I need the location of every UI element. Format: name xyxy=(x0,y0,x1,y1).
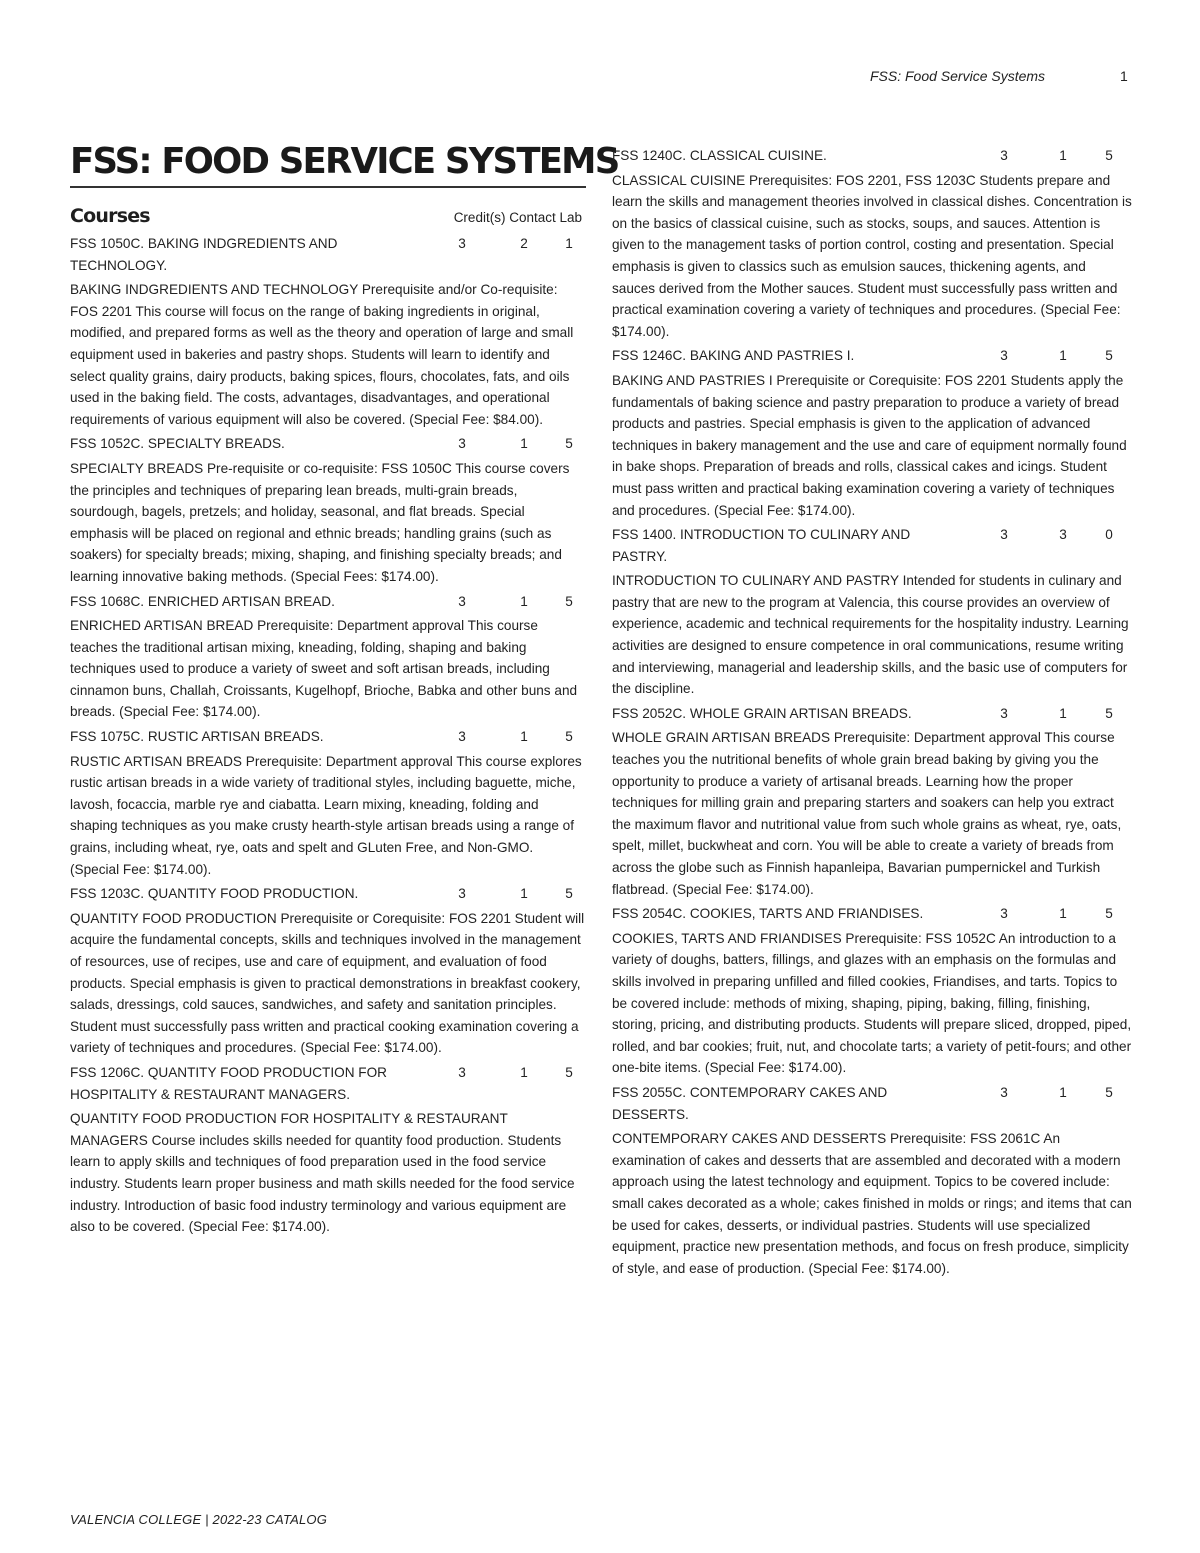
course-entry xyxy=(70,883,586,1059)
course-title: FSS 2052C. WHOLE GRAIN ARTISAN BREADS. xyxy=(612,705,912,721)
course-title: FSS 1206C. QUANTITY FOOD PRODUCTION FOR HOSPITALITY & RESTAURANT MANAGERS. xyxy=(70,1064,387,1102)
course-contact-hours: 2 xyxy=(520,236,528,251)
running-header: FSS: Food Service Systems xyxy=(870,68,1046,84)
course-entry xyxy=(70,1062,586,1238)
course-heading xyxy=(70,233,586,276)
course-description: COOKIES, TARTS AND FRIANDISES Prerequisite: FSS 1052C An introduction to a variety of doughs, batters, fillings, and glazes with an emphasis on the formulas and skills involved in preparing unfilled and filled cookies, Friandises, and tarts. Topics to be covered include: methods of mixing, shaping, piping, baking, filling, finishing, storing, pricing, and distributing products. Students will prepare sliced, dropped, piped, rolled, and bar cookies; fruit, nut, and chocolate tarts; a variety of petit-fours; and other one-bite items. (Special Fee: $174.00). xyxy=(612,930,1132,1076)
course-entry xyxy=(70,233,586,430)
course-description: INTRODUCTION TO CULINARY AND PASTRY Intended for students in culinary and pastry that are new to the program at Valencia, this course provides an overview of experience, academic and technical requirements for the hospitality industry. Learning activities are designed to ensure competence in oral communications, resume writing and interviewing, managerial and leadership skills, and the basic use of computers for the discipline. xyxy=(612,573,1129,697)
course-lab-hours: 5 xyxy=(565,1064,573,1080)
course-description: BAKING AND PASTRIES I Prerequisite or Corequisite: FOS 2201 Students apply the fundamentals of baking science and pastry preparation to produce a variety of bread products and pastries. Special emphasis is given to the application of advanced techniques in bakery management and the use and care of equipment normally found in bake shops. Preparation of breads and rolls, classical cakes and icings. Student must pass written and practical baking examination covering a variety of techniques and procedures. (Special Fee: $174.00). xyxy=(612,372,1127,518)
course-lab-hours: 5 xyxy=(565,729,573,745)
course-heading xyxy=(612,345,1132,367)
course-contact-hours: 3 xyxy=(1059,527,1067,543)
course-lab-hours: 5 xyxy=(565,886,573,902)
course-credits: 3 xyxy=(458,886,466,902)
course-title: FSS 1075C. RUSTIC ARTISAN BREADS. xyxy=(70,729,324,745)
course-description: CLASSICAL CUISINE Prerequisites: FOS 2201, FSS 1203C Students prepare and learn the skills and management theories involved in classical dishes. Concentration is on the basics of classical cuisine, such as stocks, soups, and sauces. Attention is given to the management tasks of portion control, costing and presentation. Special emphasis is given to classics such as emulsion sauces, thickening agents, and sauces derived from the Mother sauces. Student must successfully pass written and practical examination covering a variety of techniques and procedures. (Special Fee: $174.00). xyxy=(612,172,1132,339)
course-entry xyxy=(70,591,586,724)
course-contact-hours: 1 xyxy=(1059,906,1067,922)
course-list-left xyxy=(70,233,586,1238)
course-credits: 3 xyxy=(1000,906,1008,922)
course-description: SPECIALTY BREADS Pre-requisite or co-requisite: FSS 1050C This course covers the principles and techniques of preparing lean breads, multi-grain breads, sourdough, bagels, pretzels; and holiday, seasonal, and flat breads. Special emphasis will be placed on regional and ethnic breads; handling grains (such as soakers) for specialty breads; mixing, shaping, and finishing specialty breads; and learning innovative baking methods. (Special Fees: $174.00). xyxy=(70,460,570,584)
course-description: QUANTITY FOOD PRODUCTION Prerequisite or Corequisite: FOS 2201 Student will acquire the fundamental concepts, skills and techniques involved in the management of resources, use of recipes, use and care of equipment, and evaluation of food products. Special emphasis is given to practical demonstrations in breakfast cookery, salads, dressings, cold sauces, sandwiches, and safety and sanitation principles. Student must successfully pass written and practical cooking examination covering a variety of techniques and procedures. (Special Fee: $174.00). xyxy=(70,910,585,1056)
course-title: FSS 1050C. BAKING INDGREDIENTS AND TECHNOLOGY. xyxy=(70,236,338,273)
course-contact-hours: 1 xyxy=(1059,705,1067,721)
course-lab-hours: 5 xyxy=(1105,348,1113,364)
course-contact-hours: 1 xyxy=(520,593,528,609)
page-footer: VALENCIA COLLEGE | 2022-23 CATALOG xyxy=(70,1512,328,1527)
course-lab-hours: 5 xyxy=(1105,906,1113,922)
course-contact-hours: 1 xyxy=(520,1064,528,1080)
course-heading xyxy=(612,903,1132,925)
course-lab-hours: 5 xyxy=(1105,148,1113,163)
course-lab-hours: 5 xyxy=(565,593,573,609)
course-entry xyxy=(612,345,1132,521)
course-description: WHOLE GRAIN ARTISAN BREADS Prerequisite: Department approval This course teaches you the nutritional benefits of whole grain bread baking by giving you the opportunity to produce a variety of artisanal breads. Learning how the proper techniques for milling grain and preparing starters and soakers can help you extract the maximum flavor and nutritional value from such whole grains as wheat, rye, oats, spelt, millet, buckwheat and corn. You will be able to create a variety of breads from across the globe such as Finnish hapanleipa, Bavarian pumpernickel and Turkish flatbread. (Special Fee: $174.00). xyxy=(612,730,1122,897)
course-description: QUANTITY FOOD PRODUCTION FOR HOSPITALITY & RESTAURANT MANAGERS Course includes skills needed for quantity food production. Students learn to apply skills and techniques of food preparation used in the food service industry. Students learn proper business and math skills needed for the food service industry. Introduction of basic food industry terminology and various equipment are also to be covered. (Special Fee: $174.00). xyxy=(70,1111,575,1235)
course-credits: 3 xyxy=(1000,705,1008,721)
course-contact-hours: 1 xyxy=(520,729,528,745)
title-divider xyxy=(70,186,586,188)
course-heading xyxy=(70,433,586,455)
course-entry xyxy=(612,1082,1132,1279)
course-entry xyxy=(612,145,1132,342)
course-title: FSS 2054C. COOKIES, TARTS AND FRIANDISES. xyxy=(612,906,924,922)
left-column xyxy=(70,140,619,1241)
course-entry xyxy=(612,703,1132,900)
course-credits: 3 xyxy=(458,436,466,452)
course-contact-hours: 1 xyxy=(1059,1084,1067,1100)
course-heading xyxy=(612,1082,1132,1125)
course-lab-hours: 5 xyxy=(1105,1084,1113,1100)
course-title: FSS 2055C. CONTEMPORARY CAKES AND DESSERTS. xyxy=(612,1084,888,1122)
course-heading xyxy=(70,883,586,905)
course-heading xyxy=(612,145,1132,167)
course-description: CONTEMPORARY CAKES AND DESSERTS Prerequisite: FSS 2061C An examination of cakes and desserts that are assembled and decorated with a modern approach using the latest technology and equipment. Topics to be covered include: small cakes decorated as a whole; cakes finished in molds or rings; and items that can be used for cakes, desserts, or individual pastries. Students will use specialized equipment, practice new presentation methods, and focus on fresh produce, simplicity of style, and ease of production. (Special Fee: $174.00). xyxy=(612,1131,1132,1276)
course-credits: 3 xyxy=(1000,1084,1008,1100)
course-credits: 3 xyxy=(1000,348,1008,364)
course-entry xyxy=(612,903,1132,1079)
course-credits: 3 xyxy=(458,729,466,745)
course-title: FSS 1400. INTRODUCTION TO CULINARY AND PASTRY. xyxy=(612,527,911,564)
right-column xyxy=(612,145,1132,1282)
course-contact-hours: 1 xyxy=(1059,348,1067,364)
course-description: RUSTIC ARTISAN BREADS Prerequisite: Department approval This course explores rustic artisan breads in a wide variety of traditional styles, including baguette, miche, lavosh, focaccia, marble rye and ciabatta. Learn mixing, kneading, folding and shaping techniques as you make crusty hearth-style artisan breads using a range of grains, including wheat, rye, oats and spelt and GLuten Free, and Non-GMO. (Special Fee: $174.00). xyxy=(70,753,582,877)
course-description: ENRICHED ARTISAN BREAD Prerequisite: Department approval This course teaches the traditional artisan mixing, kneading, folding, shaping and baking techniques used to produce a variety of sweet and soft artisan breads, including cinnamon buns, Challah, Croissants, Kugelhopf, Brioche, Babka and other buns and breads. (Special Fee: $174.00). xyxy=(70,618,578,720)
course-description: BAKING INDGREDIENTS AND TECHNOLOGY Prerequisite and/or Co-requisite: FOS 2201 This course will focus on the range of baking ingredients in original, modified, and prepared forms as well as the theory and operation of large and small equipment used in bakeries and pastry shops. Students will learn to identify and select quality grains, dairy products, baking spices, flours, chocolates, fats, and oils used in the baking field. The costs, advantages, disadvantages, and operational requirements of various equipment will also be covered. (Special Fee: $84.00). xyxy=(70,282,574,427)
courses-header xyxy=(70,205,586,229)
course-title: FSS 1068C. ENRICHED ARTISAN BREAD. xyxy=(70,593,335,609)
course-title: FSS 1203C. QUANTITY FOOD PRODUCTION. xyxy=(70,886,359,902)
course-lab-hours: 0 xyxy=(1105,527,1113,543)
course-contact-hours: 1 xyxy=(520,436,528,452)
course-contact-hours: 1 xyxy=(1059,148,1067,163)
course-entry xyxy=(70,433,586,587)
course-title: FSS 1246C. BAKING AND PASTRIES I. xyxy=(612,348,855,364)
course-credits: 3 xyxy=(1000,527,1008,543)
course-heading xyxy=(70,726,586,748)
course-heading xyxy=(612,524,1132,567)
course-credits: 3 xyxy=(458,1064,466,1080)
page-title: FSS: FOOD SERVICE SYSTEMS xyxy=(70,141,619,182)
course-lab-hours: 1 xyxy=(565,236,573,251)
course-title: FSS 1052C. SPECIALTY BREADS. xyxy=(70,436,285,452)
course-entry xyxy=(70,726,586,880)
course-contact-hours: 1 xyxy=(520,886,528,902)
course-heading xyxy=(70,1062,586,1105)
page-number: 1 xyxy=(1120,68,1128,84)
course-heading xyxy=(70,591,586,613)
course-credits: 3 xyxy=(1000,148,1008,163)
credits-column-header: Credit(s) Contact Lab xyxy=(453,210,582,225)
course-lab-hours: 5 xyxy=(1105,705,1113,721)
course-credits: 3 xyxy=(458,236,466,251)
course-list-right xyxy=(612,145,1132,1279)
courses-label: Courses xyxy=(70,205,150,227)
course-heading xyxy=(612,703,1132,725)
course-title: FSS 1240C. CLASSICAL CUISINE. xyxy=(612,148,827,163)
course-lab-hours: 5 xyxy=(565,436,573,452)
course-entry xyxy=(612,524,1132,700)
course-credits: 3 xyxy=(458,593,466,609)
